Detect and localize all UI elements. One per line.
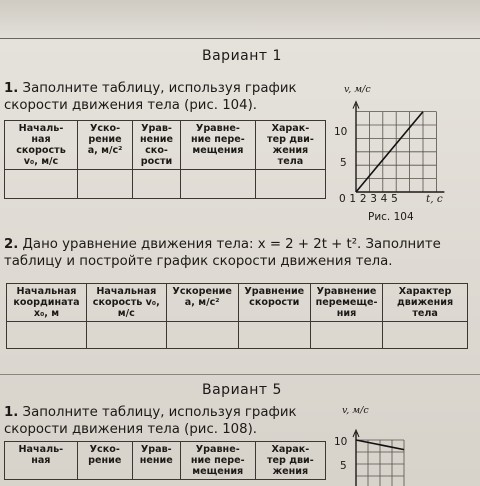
variant1-task1-col-3-line-1: Урав- — [141, 123, 172, 134]
variant5-task1-col-1 — [5, 442, 78, 480]
variant1-task1-col-4-line-1: Уравне- — [195, 123, 240, 134]
variant1-task1-col-4-line-2: ние пере- — [191, 134, 245, 145]
variant-5-task-1-text — [4, 404, 297, 438]
variant1-task2-col-6 — [383, 284, 468, 322]
variant-5-header-row — [5, 442, 326, 480]
fig104-ytick-5: 5 — [340, 157, 347, 169]
variant1-task2-col-1-line-1: Начальная — [16, 286, 77, 297]
variant1-task2-col-4-line-1: Уравнение — [244, 286, 305, 297]
variant1-task1-col-2-line-3: a, м/с² — [87, 145, 123, 156]
fig108-velocity-graph — [350, 426, 420, 486]
variant1-task2-col-2-line-3: м/с — [117, 308, 135, 319]
fig108-ytick-5: 5 — [340, 460, 347, 472]
fig104-xticks: 0 1 2 3 4 5 — [339, 193, 398, 205]
variant1-task2-col-2-line-2: скорость v₀, — [92, 297, 160, 308]
variant5-task1-col-1-line-2: ная — [31, 455, 51, 466]
task-2-table — [6, 283, 468, 349]
task-1-line-2: скорости движения тела (рис. 104). — [4, 98, 257, 113]
variant-5-task-1-number: 1. — [4, 405, 19, 420]
variant1-task1-col-1-line-4: v₀, м/с — [23, 156, 59, 167]
fig108-ytick-10: 10 — [334, 436, 348, 448]
variant1-task2-col-3 — [166, 284, 238, 322]
variant1-task1-col-3-line-2: нение — [140, 134, 174, 145]
variant5-task1-col-4-line-1: Уравне- — [195, 444, 240, 455]
task-2-answer-row — [7, 322, 468, 349]
variant5-task1-col-5-line-2: тер дви- — [266, 455, 314, 466]
variant1-task2-col-1-line-2: координата — [13, 297, 80, 308]
variant5-task1-col-3 — [132, 442, 180, 480]
variant1-task2-col-5-line-2: перемеще- — [315, 297, 378, 308]
fig104-ylabel: v, м/с — [344, 84, 371, 95]
variant1-task2-col-6-line-1: Характер — [398, 286, 452, 297]
variant5-task1-col-4 — [180, 442, 255, 480]
task-1-text — [4, 80, 297, 114]
variant5-task1-col-3-line-1: Урав- — [140, 444, 172, 455]
variant1-task1-col-5-line-4: тела — [277, 156, 304, 167]
variant1-task1-col-3-line-3: ско- — [145, 145, 168, 156]
variant1-task2-col-3-line-2: a, м/с² — [184, 297, 220, 308]
variant1-task1-col-1-line-3: скорость — [16, 145, 66, 156]
variant1-task2-col-6-line-3: тела — [412, 308, 438, 319]
task-1-table — [4, 120, 326, 199]
variant1-task2-col-2 — [87, 284, 167, 322]
variant1-task1-col-5-line-3: жения — [272, 145, 309, 156]
variant-5-heading: Вариант 5 — [202, 382, 282, 398]
task-2-text — [4, 236, 441, 270]
task-1-number: 1. — [4, 81, 19, 96]
divider-variants — [0, 374, 480, 375]
variant5-task1-col-1-line-1: Началь- — [18, 444, 64, 455]
variant-5-task-1-line-2: скорости движения тела (рис. 108). — [4, 422, 257, 437]
variant5-task1-col-4-line-3: мещения — [192, 466, 244, 477]
task-1-line-1: Заполните таблицу, используя график — [22, 81, 297, 96]
fig108-ylabel: v, м/с — [342, 405, 369, 416]
variant1-task1-col-2-line-2: рение — [88, 134, 122, 145]
variant1-task2-col-4-line-2: скорости — [249, 297, 300, 308]
variant1-task2-col-6-line-2: движения — [397, 297, 454, 308]
variant5-task1-col-2-line-2: рение — [88, 455, 122, 466]
variant5-task1-col-5-line-1: Харак- — [271, 444, 310, 455]
variant-1-heading: Вариант 1 — [202, 48, 282, 64]
variant5-task1-col-2 — [77, 442, 132, 480]
fig104-velocity-graph — [350, 100, 470, 200]
variant1-task2-col-5 — [310, 284, 382, 322]
variant1-task1-col-2-line-1: Уско- — [89, 123, 121, 134]
variant1-task1-col-1-line-1: Началь- — [18, 123, 64, 134]
task-2-number: 2. — [4, 237, 19, 252]
divider-top — [0, 38, 480, 39]
variant1-task2-col-5-line-3: ния — [336, 308, 357, 319]
task-2-line-1: Дано уравнение движения тела: x = 2 + 2t + t². Заполните — [22, 237, 441, 252]
variant1-task2-col-4 — [238, 284, 310, 322]
page-top-shadow — [0, 0, 480, 38]
variant-5-task-1-line-1: Заполните таблицу, используя график — [22, 405, 297, 420]
task-1-answer-row — [5, 170, 326, 199]
fig104-ytick-10: 10 — [334, 126, 348, 138]
variant1-task1-col-4 — [180, 121, 255, 170]
variant1-task2-col-2-line-1: Начальная — [96, 286, 157, 297]
variant1-task2-col-3-line-1: Ускорение — [172, 286, 232, 297]
fig104-caption: Рис. 104 — [368, 211, 414, 223]
variant5-task1-col-2-line-1: Уско- — [89, 444, 120, 455]
variant1-task1-col-2 — [77, 121, 132, 170]
fig104-xlabel: t, с — [426, 193, 443, 205]
variant5-task1-col-5 — [255, 442, 325, 480]
variant1-task2-col-1 — [7, 284, 87, 322]
task-1-header-row — [5, 121, 326, 170]
variant-5-task-1-table — [4, 441, 326, 480]
variant5-task1-col-3-line-2: нение — [139, 455, 173, 466]
task-2-line-2: таблицу и постройте график скорости движения тела. — [4, 254, 393, 269]
variant1-task1-col-5-line-2: тер дви- — [267, 134, 314, 145]
task-2-header-row — [7, 284, 468, 322]
variant1-task2-col-1-line-3: x₀, м — [33, 308, 60, 319]
variant1-task1-col-1 — [5, 121, 78, 170]
variant1-task2-col-5-line-1: Уравнение — [316, 286, 377, 297]
variant5-task1-col-4-line-2: ние пере- — [190, 455, 245, 466]
variant1-task1-col-4-line-3: мещения — [192, 145, 244, 156]
variant1-task1-col-3 — [133, 121, 181, 170]
variant1-task1-col-5-line-1: Харак- — [271, 123, 310, 134]
variant1-task1-col-3-line-4: рости — [140, 156, 173, 167]
variant5-task1-col-5-line-3: жения — [272, 466, 309, 477]
variant1-task1-col-1-line-2: ная — [31, 134, 51, 145]
variant1-task1-col-5 — [255, 121, 325, 170]
